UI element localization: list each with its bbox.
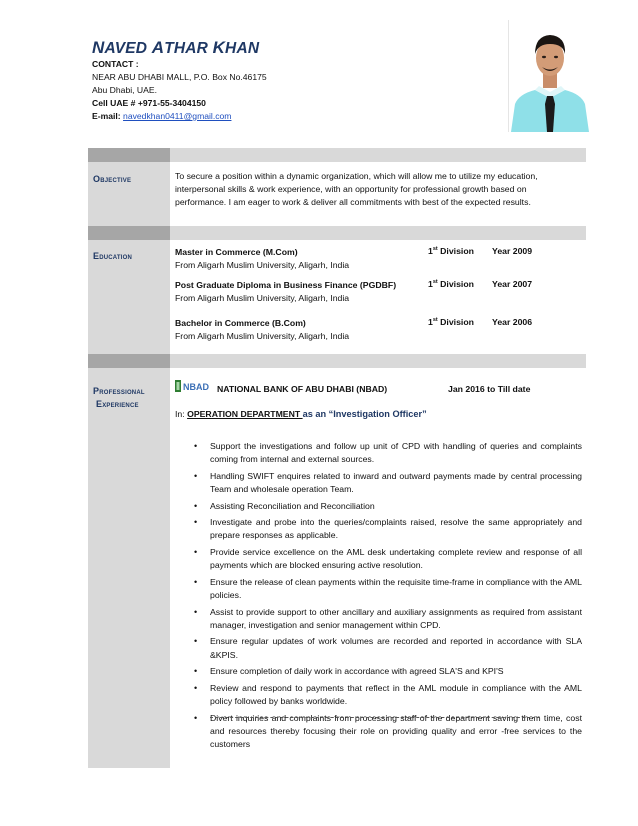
divider-band-objective [88,148,586,162]
degree-division: 1st Division [428,279,474,289]
address-line-1: NEAR ABU DHABI MALL, P.O. Box No.46175 [92,72,267,82]
objective-heading: Objective [93,174,132,184]
education-item [175,317,425,343]
section-label-column [88,148,170,768]
cell-phone: Cell UAE # +971-55-3404150 [92,98,206,108]
list-item: • Ensure completion of daily work in accordance with agreed SLA'S and KPI'S [194,665,582,678]
bullet-icon: • [194,636,198,647]
list-item: • Investigate and probe into the queries/complaints raised, resolve the same appropriately and prepare responses as applicable. [194,517,582,541]
degree-year: Year 2009 [492,246,533,256]
list-item: • Ensure regular updates of work volumes are recorded and reported in accordance with SLA &KPIS. [194,636,582,660]
job-role: as an “Investigation Officer” [302,409,427,419]
department-line: In: OPERATION DEPARTMENT as an “Investigation Officer” [175,409,427,419]
list-item: • Support the investigations and follow up unit of CPD with handling of queries and complaints coming from internal and external sources. [194,441,582,465]
email-line [92,110,231,123]
person-portrait-icon [509,20,591,132]
experience-heading: Professional Experience [93,386,145,409]
education-heading: Education [93,251,133,261]
address-line-2: Abu Dhabi, UAE. [92,85,157,95]
list-item: • Handling SWIFT enquires related to inward and outward payments made by central processing Team and wholesale operation Team. [194,470,582,494]
bullet-icon: • [194,576,198,587]
degree-title: Master in Commerce (M.Com) [175,247,298,257]
contact-label: CONTACT : [92,59,139,69]
list-item: • Provide service excellence on the AML desk undertaking complete review and response of all payments which are blocked ensuring active resolution. [194,546,582,571]
department-name: OPERATION DEPARTMENT [187,409,303,419]
list-item: • Assist to provide support to other ancillary and auxiliary assignments as required from assistant manager, investigation and senior management within CPD. [194,606,582,630]
degree-school: From Aligarh Muslim University, Aligarh, India [175,293,350,303]
employer-name: NATIONAL BANK OF ABU DHABI (NBAD) [217,384,388,394]
bullet-icon: • [194,500,198,511]
bullet-icon: • [194,546,198,557]
profile-photo [508,20,591,132]
degree-year: Year 2006 [492,317,533,327]
objective-text: To secure a position within a dynamic organization, which will allow me to utilize my education, interpersonal skills & work experience, with an opportunity for professional growth based on performance. I am eager to work & deliver all commitments with best of the expected results. [175,171,538,208]
list-item: • Ensure the release of clean payments within the requisite time-frame in compliance with the AML policies. [194,576,582,600]
list-item: • Review and respond to payments that reflect in the AML module in compliance with the AML policy followed by banks worldwide. [194,682,582,706]
education-item [175,279,425,305]
degree-title: Bachelor in Commerce (B.Com) [175,318,306,328]
list-item: • Assisting Reconciliation and Reconciliation [194,500,582,513]
dashed-divider [210,717,540,718]
bullet-icon: • [194,441,198,451]
degree-division: 1st Division [428,317,474,327]
bullet-icon: • [194,682,198,693]
education-item [175,246,425,272]
employment-dates: Jan 2016 to Till date [448,384,531,394]
svg-text:NBAD: NBAD [183,382,209,392]
email-link[interactable]: navedkhan0411@gmail.com [123,111,232,121]
degree-division: 1st Division [428,246,474,256]
divider-band-education [88,226,586,240]
responsibilities-list [194,440,582,755]
divider-band-experience [88,354,586,368]
email-label: E-mail: [92,111,124,121]
degree-title: Post Graduate Diploma in Business Finance (PGDBF) [175,280,397,290]
bullet-icon: • [194,712,198,723]
bullet-icon: • [194,666,198,677]
nbad-logo-icon [175,379,213,393]
list-item: • Divert inquiries and complaints from processing staff of the department saving them time, cost and resources thereby focusing their role on providing quality and error -free services to the customers [194,712,582,749]
degree-school: From Aligarh Muslim University, Aligarh, India [175,331,350,341]
bullet-icon: • [194,470,198,481]
degree-year: Year 2007 [492,279,533,289]
degree-school: From Aligarh Muslim University, Aligarh, India [175,260,350,270]
bullet-icon: • [194,606,198,617]
candidate-name: NAVED ATHAR KHAN [92,38,260,57]
bullet-icon: • [194,517,198,528]
